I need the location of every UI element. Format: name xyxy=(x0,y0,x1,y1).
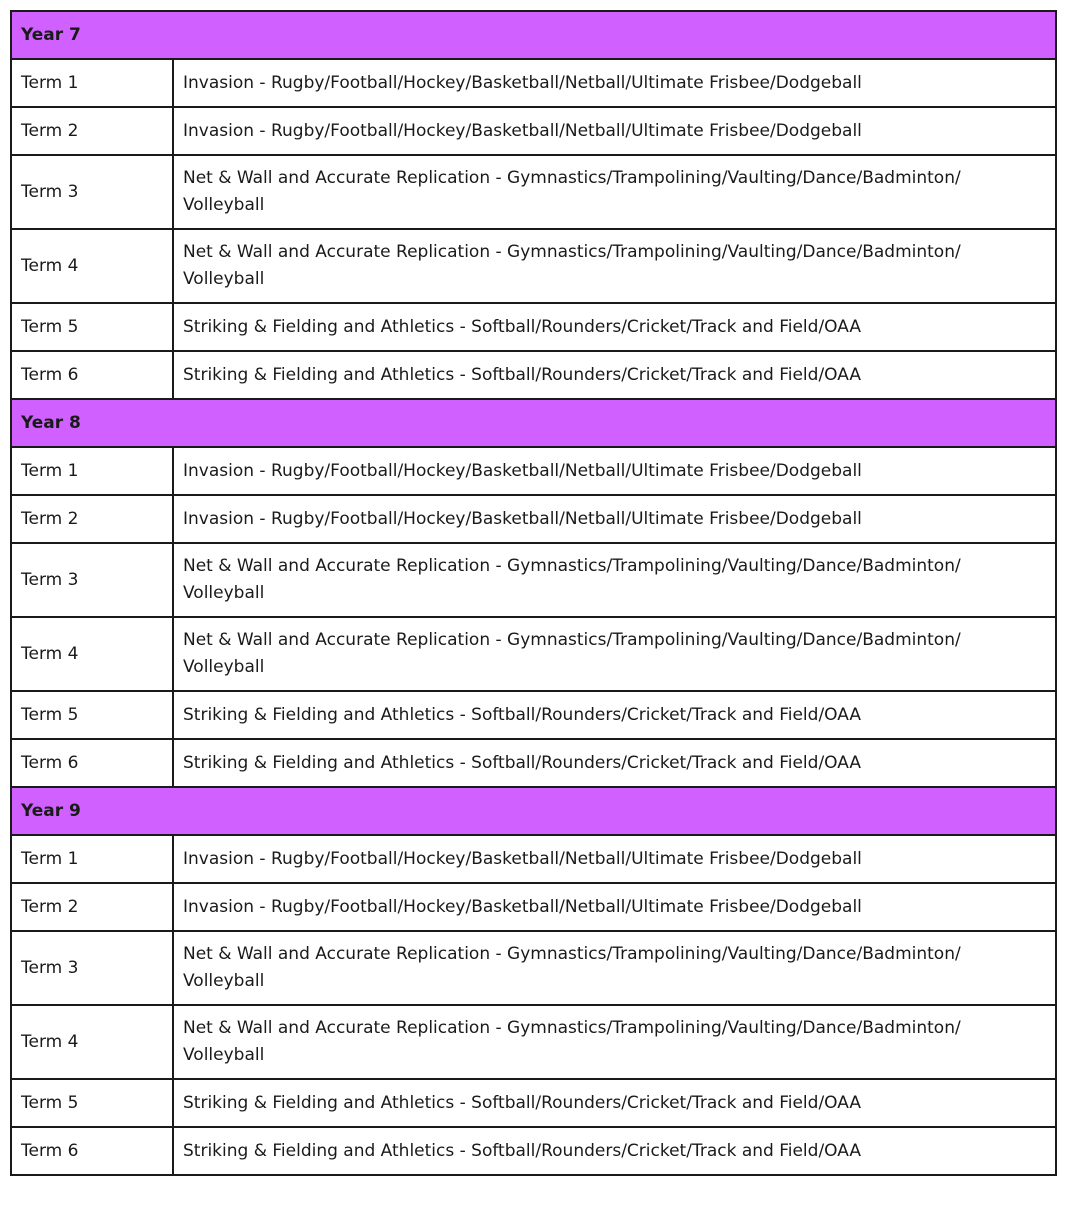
term-activities: Invasion - Rugby/Football/Hockey/Basketball/Netball/Ultimate Frisbee/Dodgeball xyxy=(173,495,1056,543)
term-label: Term 2 xyxy=(11,495,173,543)
term-row xyxy=(11,59,1056,107)
term-row xyxy=(11,107,1056,155)
term-activities: Invasion - Rugby/Football/Hockey/Basketball/Netball/Ultimate Frisbee/Dodgeball xyxy=(173,447,1056,495)
year-header-row xyxy=(11,787,1056,835)
term-row xyxy=(11,351,1056,399)
term-label: Term 5 xyxy=(11,303,173,351)
term-label: Term 1 xyxy=(11,835,173,883)
term-label: Term 6 xyxy=(11,351,173,399)
curriculum-table-body xyxy=(11,11,1056,1175)
term-activities: Striking & Fielding and Athletics - Softball/Rounders/Cricket/Track and Field/OAA xyxy=(173,691,1056,739)
term-label: Term 3 xyxy=(11,543,173,617)
year-label: Year 7 xyxy=(11,11,1056,59)
term-row xyxy=(11,543,1056,617)
term-row xyxy=(11,447,1056,495)
term-row xyxy=(11,1079,1056,1127)
year-label: Year 9 xyxy=(11,787,1056,835)
term-row xyxy=(11,835,1056,883)
curriculum-table-container xyxy=(10,10,1055,1176)
term-label: Term 2 xyxy=(11,883,173,931)
term-row xyxy=(11,495,1056,543)
term-activities: Invasion - Rugby/Football/Hockey/Basketball/Netball/Ultimate Frisbee/Dodgeball xyxy=(173,883,1056,931)
term-label: Term 1 xyxy=(11,447,173,495)
year-label: Year 8 xyxy=(11,399,1056,447)
term-activities: Net & Wall and Accurate Replication - Gymnastics/Trampolining/Vaulting/Dance/Badminton/ Volleyball xyxy=(173,543,1056,617)
term-label: Term 4 xyxy=(11,617,173,691)
term-row xyxy=(11,739,1056,787)
term-activities: Net & Wall and Accurate Replication - Gymnastics/Trampolining/Vaulting/Dance/Badminton/ Volleyball xyxy=(173,931,1056,1005)
term-activities: Striking & Fielding and Athletics - Softball/Rounders/Cricket/Track and Field/OAA xyxy=(173,351,1056,399)
term-activities: Invasion - Rugby/Football/Hockey/Basketball/Netball/Ultimate Frisbee/Dodgeball xyxy=(173,59,1056,107)
year-header-row xyxy=(11,11,1056,59)
term-activities: Net & Wall and Accurate Replication - Gymnastics/Trampolining/Vaulting/Dance/Badminton/ Volleyball xyxy=(173,155,1056,229)
term-label: Term 3 xyxy=(11,931,173,1005)
term-label: Term 6 xyxy=(11,1127,173,1175)
term-label: Term 6 xyxy=(11,739,173,787)
term-activities: Striking & Fielding and Athletics - Softball/Rounders/Cricket/Track and Field/OAA xyxy=(173,303,1056,351)
term-row xyxy=(11,691,1056,739)
term-row xyxy=(11,931,1056,1005)
term-activities: Net & Wall and Accurate Replication - Gymnastics/Trampolining/Vaulting/Dance/Badminton/ Volleyball xyxy=(173,229,1056,303)
term-row xyxy=(11,155,1056,229)
term-row xyxy=(11,883,1056,931)
term-row xyxy=(11,303,1056,351)
term-activities: Striking & Fielding and Athletics - Softball/Rounders/Cricket/Track and Field/OAA xyxy=(173,739,1056,787)
term-row xyxy=(11,229,1056,303)
year-header-row xyxy=(11,399,1056,447)
term-row xyxy=(11,1005,1056,1079)
term-label: Term 2 xyxy=(11,107,173,155)
term-label: Term 1 xyxy=(11,59,173,107)
curriculum-table xyxy=(10,10,1057,1176)
term-activities: Net & Wall and Accurate Replication - Gymnastics/Trampolining/Vaulting/Dance/Badminton/ Volleyball xyxy=(173,1005,1056,1079)
term-label: Term 4 xyxy=(11,1005,173,1079)
term-activities: Striking & Fielding and Athletics - Softball/Rounders/Cricket/Track and Field/OAA xyxy=(173,1079,1056,1127)
term-activities: Invasion - Rugby/Football/Hockey/Basketball/Netball/Ultimate Frisbee/Dodgeball xyxy=(173,835,1056,883)
term-activities: Striking & Fielding and Athletics - Softball/Rounders/Cricket/Track and Field/OAA xyxy=(173,1127,1056,1175)
term-activities: Invasion - Rugby/Football/Hockey/Basketball/Netball/Ultimate Frisbee/Dodgeball xyxy=(173,107,1056,155)
term-label: Term 5 xyxy=(11,1079,173,1127)
term-label: Term 4 xyxy=(11,229,173,303)
term-row xyxy=(11,1127,1056,1175)
term-label: Term 5 xyxy=(11,691,173,739)
term-label: Term 3 xyxy=(11,155,173,229)
term-row xyxy=(11,617,1056,691)
term-activities: Net & Wall and Accurate Replication - Gymnastics/Trampolining/Vaulting/Dance/Badminton/ Volleyball xyxy=(173,617,1056,691)
